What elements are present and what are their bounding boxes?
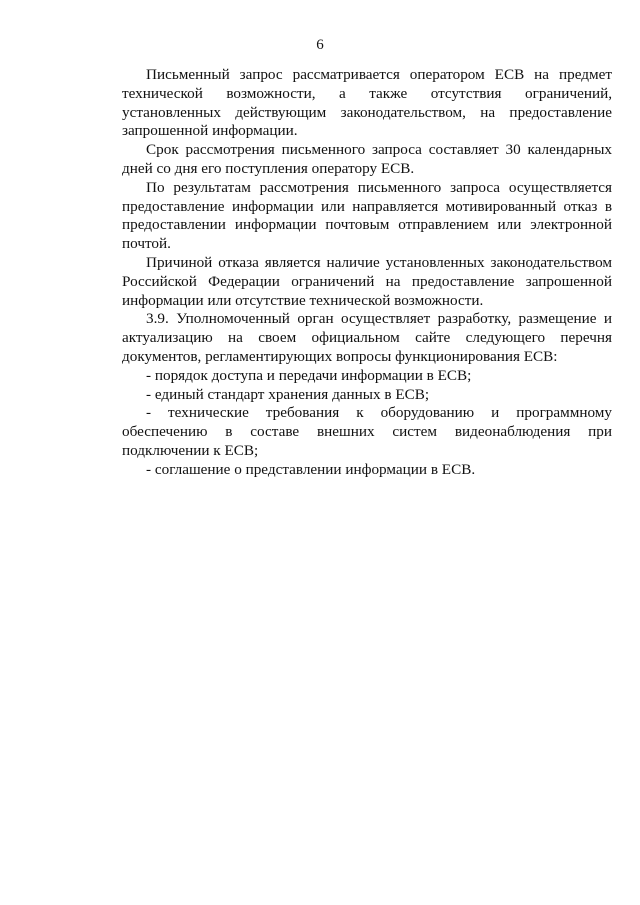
list-item-access-order: - порядок доступа и передачи информации в ЕСВ; — [146, 366, 472, 384]
list-item-storage-standard: - единый стандарт хранения данных в ЕСВ; — [146, 385, 430, 403]
paragraph-request-review: Письменный запрос рассматривается оператором ЕСВ на предмет технической возможности, а также отсутствия ограничений, установленных действующим законодательством, на предоставление запрошенной информации. — [122, 66, 612, 140]
document-body — [122, 66, 612, 480]
list-item-agreement: - соглашение о представлении информации в ЕСВ. — [146, 460, 476, 478]
paragraph-section-3-9: 3.9. Уполномоченный орган осуществляет разработку, размещение и актуализацию на своем официальном сайте следующего перечня документов, регламентирующих вопросы функционирования ЕСВ: — [122, 310, 612, 365]
paragraph-review-result: По результатам рассмотрения письменного запроса осуществляется предоставление информации или направляется мотивированный отказ в предоставлении информации почтовым отправлением или электронной почтой. — [122, 178, 612, 253]
list-item-technical-requirements: - технические требования к оборудованию и программному обеспечению в составе внешних систем видеонаблюдения при подключении к ЕСВ; — [122, 404, 612, 459]
paragraph-refusal-reason: Причиной отказа является наличие установленных законодательством Российской Федерации ограничений на предоставление запрошенной информации или отсутствие технической возможности. — [122, 253, 612, 309]
page-number: 6 — [316, 37, 324, 53]
paragraph-review-period: Срок рассмотрения письменного запроса составляет 30 календарных дней со дня его поступления оператору ЕСВ. — [122, 141, 612, 177]
